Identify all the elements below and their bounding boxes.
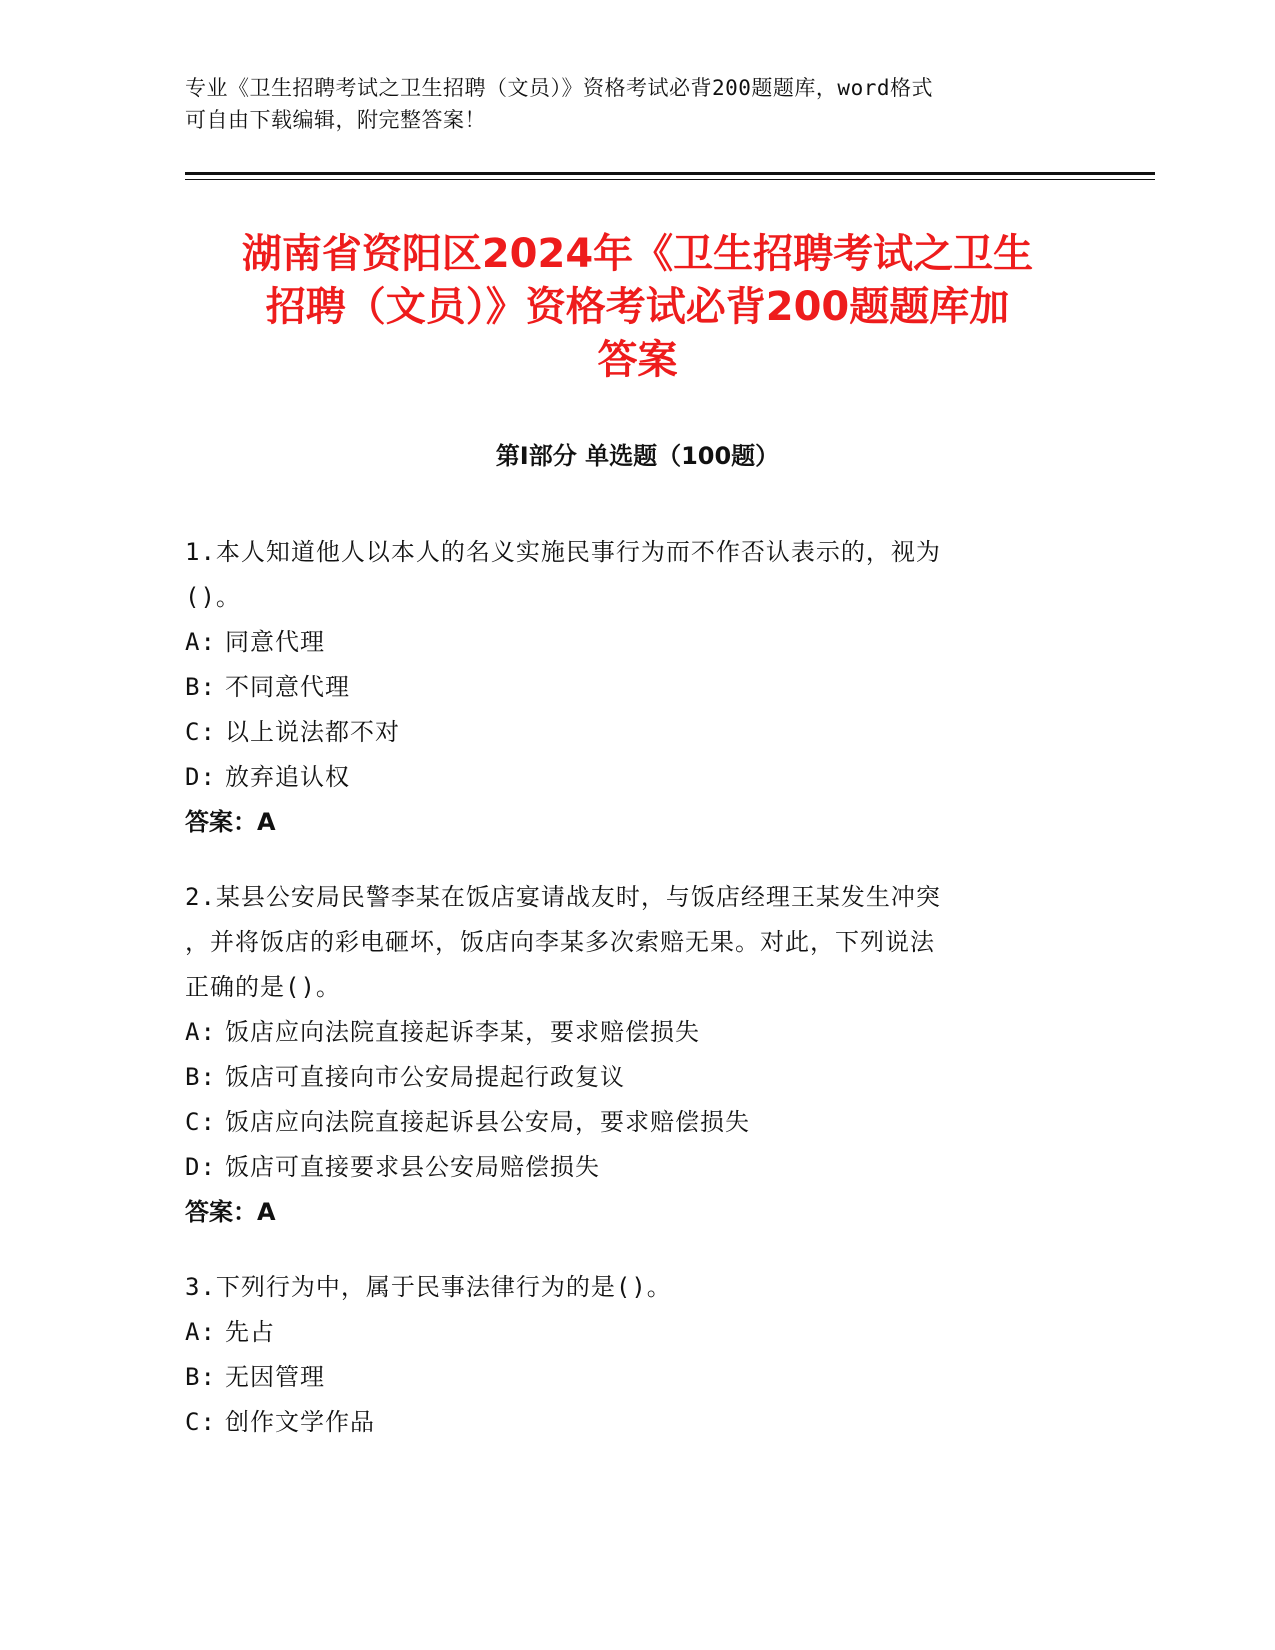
option-text: 以上说法都不对	[225, 718, 400, 746]
option-letter: B:	[185, 1363, 216, 1391]
question-stem	[185, 875, 1065, 1010]
option-text: 创作文学作品	[225, 1408, 375, 1436]
option-text: 饭店应向法院直接起诉县公安局，要求赔偿损失	[225, 1108, 750, 1136]
option-text: 先占	[225, 1318, 275, 1346]
header-note-line-1: 专业《卫生招聘考试之卫生招聘（文员）》资格考试必背200题题库，word格式	[185, 76, 933, 100]
option-letter: A:	[185, 1318, 216, 1346]
section-heading: 第Ⅰ部分 单选题（100题）	[495, 442, 780, 470]
option-letter: B:	[185, 1063, 216, 1091]
question-stem	[185, 1265, 1065, 1310]
option-text: 饭店可直接要求县公安局赔偿损失	[225, 1153, 600, 1181]
option-letter: D:	[185, 1153, 216, 1181]
option-letter: C:	[185, 1108, 216, 1136]
option-b	[185, 1055, 1065, 1100]
question-stem-line: 3.下列行为中，属于民事法律行为的是()。	[185, 1273, 672, 1301]
option-c	[185, 710, 1065, 755]
question-stem-line: ，并将饭店的彩电砸坏，饭店向李某多次索赔无果。对此，下列说法	[185, 928, 935, 956]
question-stem-line: 2.某县公安局民警李某在饭店宴请战友时，与饭店经理王某发生冲突	[185, 883, 941, 911]
title-line-3: 答案	[597, 337, 678, 383]
question-1	[185, 530, 1065, 845]
option-letter: C:	[185, 718, 216, 746]
question-2	[185, 875, 1065, 1235]
option-c	[185, 1400, 1065, 1445]
option-text: 放弃追认权	[225, 763, 350, 791]
option-a	[185, 620, 1065, 665]
option-text: 同意代理	[225, 628, 325, 656]
option-text: 不同意代理	[225, 673, 350, 701]
option-a	[185, 1310, 1065, 1355]
option-d	[185, 755, 1065, 800]
option-a	[185, 1010, 1065, 1055]
option-text: 无因管理	[225, 1363, 325, 1391]
option-d	[185, 1145, 1065, 1190]
option-b	[185, 665, 1065, 710]
option-letter: A:	[185, 1018, 216, 1046]
option-b	[185, 1355, 1065, 1400]
question-list	[185, 530, 1065, 1475]
question-stem-line: 1.本人知道他人以本人的名义实施民事行为而不作否认表示的，视为	[185, 538, 941, 566]
answer-line: 答案：A	[185, 1198, 276, 1226]
document-title	[185, 228, 1090, 387]
option-letter: B:	[185, 673, 216, 701]
option-letter: C:	[185, 1408, 216, 1436]
header-note-line-2: 可自由下载编辑，附完整答案！	[185, 108, 486, 132]
title-line-1: 湖南省资阳区2024年《卫生招聘考试之卫生	[241, 231, 1034, 277]
question-stem-line: 正确的是()。	[185, 973, 341, 1001]
answer-line: 答案：A	[185, 808, 276, 836]
header-divider-thin	[185, 179, 1155, 180]
option-c	[185, 1100, 1065, 1145]
title-line-2: 招聘（文员）》资格考试必背200题题库加	[265, 284, 1010, 330]
question-3	[185, 1265, 1065, 1445]
header-divider-thick	[185, 172, 1155, 175]
question-stem-line: ()。	[185, 583, 241, 611]
document-header-note	[185, 72, 1065, 136]
option-letter: A:	[185, 628, 216, 656]
option-text: 饭店应向法院直接起诉李某，要求赔偿损失	[225, 1018, 700, 1046]
option-text: 饭店可直接向市公安局提起行政复议	[225, 1063, 625, 1091]
question-stem	[185, 530, 1065, 620]
option-letter: D:	[185, 763, 216, 791]
